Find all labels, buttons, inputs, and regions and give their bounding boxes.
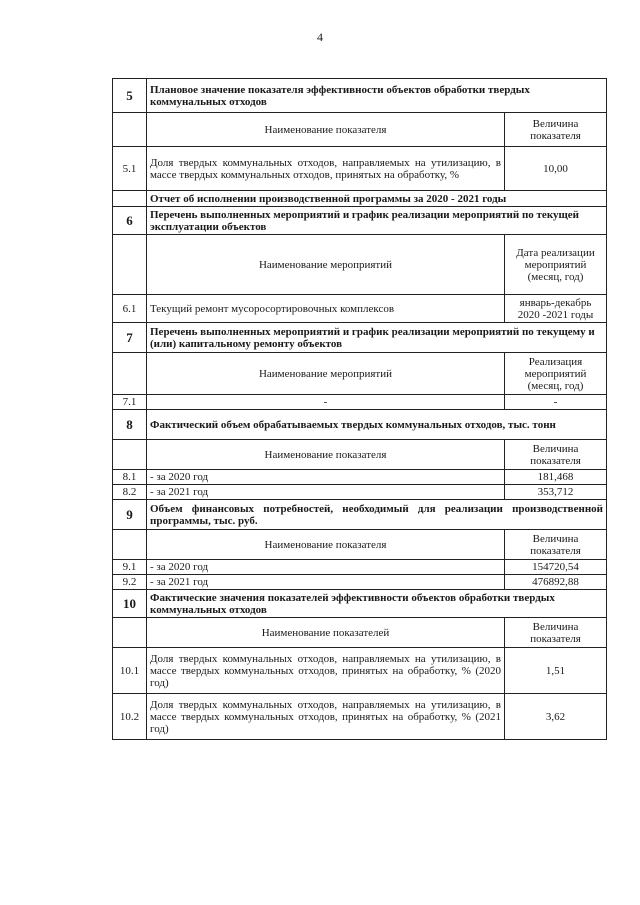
section-number: 10	[113, 590, 147, 618]
table-row	[113, 395, 607, 410]
table-row	[113, 575, 607, 590]
section-title: Фактические значения показателей эффективности объектов обработки твердых коммунальных отходов	[147, 590, 607, 618]
column-header-name: Наименование мероприятий	[147, 235, 505, 295]
row-value: январь-декабрь 2020 -2021 годы	[505, 295, 607, 323]
row-value: 154720,54	[505, 560, 607, 575]
column-header-row	[113, 440, 607, 470]
row-text: - за 2020 год	[147, 560, 505, 575]
table-row	[113, 485, 607, 500]
row-text: -	[147, 395, 505, 410]
section-9-header	[113, 500, 607, 530]
section-number: 8	[113, 410, 147, 440]
column-header-value: Величина показателя	[505, 113, 607, 147]
row-value: 353,712	[505, 485, 607, 500]
row-text: Доля твердых коммунальных отходов, направляемых на утилизацию, в массе твердых коммунальных отходов, принятых на обработку, % (2021 год)	[147, 694, 505, 740]
row-number: 7.1	[113, 395, 147, 410]
column-header-row	[113, 530, 607, 560]
row-value: 181,468	[505, 470, 607, 485]
row-value: 476892,88	[505, 575, 607, 590]
column-header-row	[113, 113, 607, 147]
table-row	[113, 694, 607, 740]
column-header-row	[113, 353, 607, 395]
table-row	[113, 648, 607, 694]
section-5-header	[113, 79, 607, 113]
section-10-header	[113, 590, 607, 618]
section-number: 9	[113, 500, 147, 530]
section-number: 7	[113, 323, 147, 353]
table-row	[113, 147, 607, 191]
report-title-row	[113, 191, 607, 207]
row-text: Текущий ремонт мусоросортировочных комплексов	[147, 295, 505, 323]
row-number: 10.2	[113, 694, 147, 740]
section-8-header	[113, 410, 607, 440]
column-header-name: Наименование показателя	[147, 530, 505, 560]
section-title: Перечень выполненных мероприятий и график реализации мероприятий по текущей эксплуатации объектов	[147, 207, 607, 235]
row-number: 9.2	[113, 575, 147, 590]
row-text: - за 2021 год	[147, 575, 505, 590]
section-title: Перечень выполненных мероприятий и график реализации мероприятий по текущему и (или) капитальному ремонту объектов	[147, 323, 607, 353]
section-title: Объем финансовых потребностей, необходимый для реализации производственной программы, тыс. руб.	[147, 500, 607, 530]
column-header-name: Наименование показателя	[147, 440, 505, 470]
section-number: 5	[113, 79, 147, 113]
table-row	[113, 470, 607, 485]
section-6-header	[113, 207, 607, 235]
column-header-name: Наименование показателей	[147, 618, 505, 648]
column-header-name: Наименование показателя	[147, 113, 505, 147]
column-header-value: Величина показателя	[505, 618, 607, 648]
row-number: 8.2	[113, 485, 147, 500]
column-header-value: Величина показателя	[505, 530, 607, 560]
column-header-value: Величина показателя	[505, 440, 607, 470]
report-title: Отчет об исполнении производственной программы за 2020 - 2021 годы	[147, 191, 607, 207]
column-header-value: Дата реализации мероприятий (месяц, год)	[505, 235, 607, 295]
section-7-header	[113, 323, 607, 353]
row-value: -	[505, 395, 607, 410]
row-value: 10,00	[505, 147, 607, 191]
row-value: 3,62	[505, 694, 607, 740]
section-title: Фактический объем обрабатываемых твердых коммунальных отходов, тыс. тонн	[147, 410, 607, 440]
section-title: Плановое значение показателя эффективности объектов обработки твердых коммунальных отходов	[147, 79, 607, 113]
page-number: 4	[317, 30, 323, 44]
row-text: - за 2021 год	[147, 485, 505, 500]
program-table	[112, 78, 607, 740]
column-header-row	[113, 235, 607, 295]
table-row	[113, 295, 607, 323]
row-number: 9.1	[113, 560, 147, 575]
row-text: - за 2020 год	[147, 470, 505, 485]
table-row	[113, 560, 607, 575]
section-number: 6	[113, 207, 147, 235]
column-header-name: Наименование мероприятий	[147, 353, 505, 395]
row-text: Доля твердых коммунальных отходов, направляемых на утилизацию, в массе твердых коммунальных отходов, принятых на обработку, %	[147, 147, 505, 191]
column-header-row	[113, 618, 607, 648]
column-header-value: Реализация мероприятий (месяц, год)	[505, 353, 607, 395]
row-number: 10.1	[113, 648, 147, 694]
row-value: 1,51	[505, 648, 607, 694]
row-text: Доля твердых коммунальных отходов, направляемых на утилизацию, в массе твердых коммунальных отходов, принятых на обработку, % (2020 год)	[147, 648, 505, 694]
row-number: 8.1	[113, 470, 147, 485]
row-number: 6.1	[113, 295, 147, 323]
row-number: 5.1	[113, 147, 147, 191]
